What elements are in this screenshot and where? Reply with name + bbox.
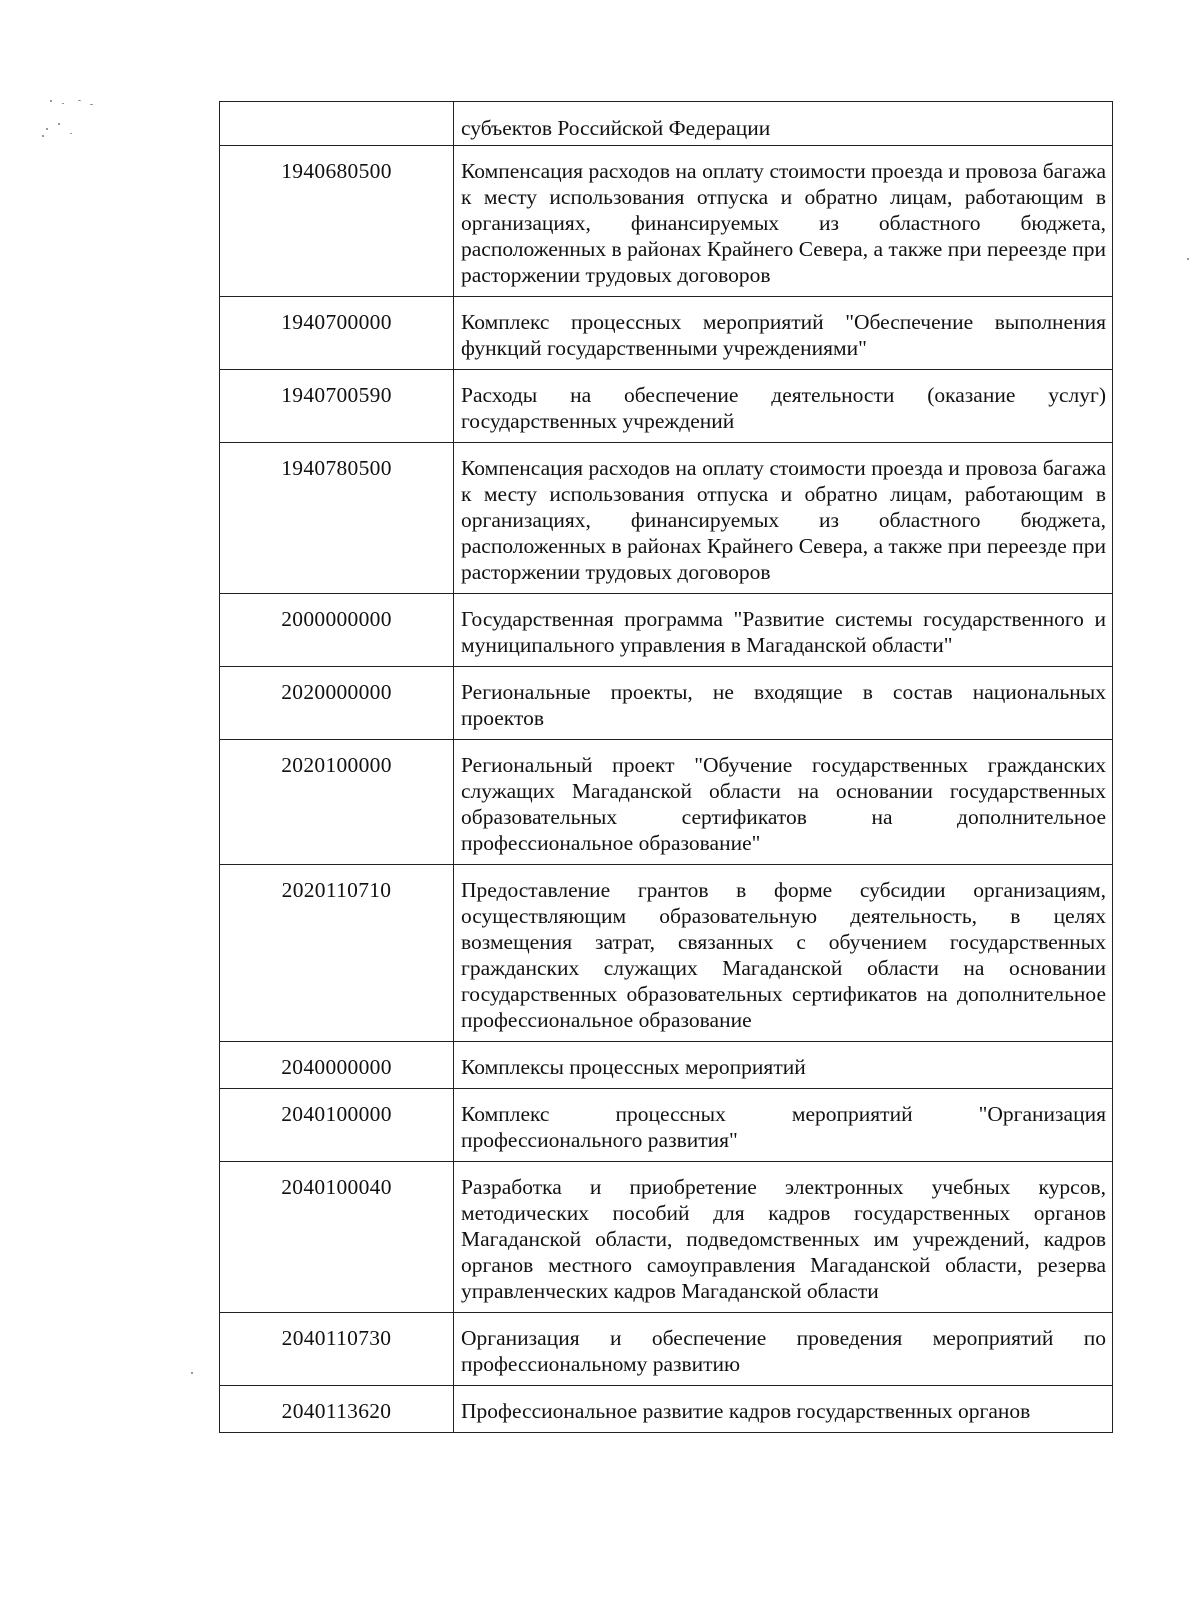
scan-speck [42,135,44,137]
table-row [220,1386,1113,1433]
table-row [220,1042,1113,1089]
row-code: 1940700000 [220,297,454,370]
scan-speck [78,100,81,101]
table-row [220,146,1113,297]
row-code: 2040100040 [220,1162,454,1313]
table-row [220,594,1113,667]
scan-speck [1187,258,1189,260]
row-description: Разработка и приобретение электронных учебных курсов, методических пособий для кадров государственных органов Магаданской области, подведомственных им учреждений, кадров органов местного самоуправления Магаданской области, резерва управленческих кадров Магаданской области [454,1162,1113,1313]
row-description: Региональный проект "Обучение государственных гражданских служащих Магаданской области на основании государственных образовательных сертификатов на дополнительное профессиональное образование" [454,740,1113,865]
row-code: 2020100000 [220,740,454,865]
row-code: 2040113620 [220,1386,454,1433]
row-description: субъектов Российской Федерации [454,102,1113,146]
row-description: Компенсация расходов на оплату стоимости проезда и провоза багажа к месту использования отпуска и обратно лицам, работающим в организациях, финансируемых из областного бюджета, расположенных в районах Крайнего Севера, а также при переезде при расторжении трудовых договоров [454,443,1113,594]
table-row [220,865,1113,1042]
table-row [220,297,1113,370]
row-description: Региональные проекты, не входящие в состав национальных проектов [454,667,1113,740]
row-code: 2040110730 [220,1313,454,1386]
scan-speck [90,104,93,105]
scan-speck [70,133,72,134]
table-row [220,1162,1113,1313]
row-description: Государственная программа "Развитие системы государственного и муниципального управления в Магаданской области" [454,594,1113,667]
budget-codes-table [219,101,1113,1433]
row-code: 1940700590 [220,370,454,443]
row-description: Расходы на обеспечение деятельности (оказание услуг) государственных учреждений [454,370,1113,443]
table-row [220,370,1113,443]
scan-speck [50,100,52,102]
row-code: 1940780500 [220,443,454,594]
table-row [220,667,1113,740]
row-code: 2020000000 [220,667,454,740]
table-row [220,102,1113,146]
row-description: Организация и обеспечение проведения мероприятий по профессиональному развитию [454,1313,1113,1386]
row-description: Комплексы процессных мероприятий [454,1042,1113,1089]
row-code: 2040000000 [220,1042,454,1089]
table-row [220,1089,1113,1162]
row-description: Компенсация расходов на оплату стоимости проезда и провоза багажа к месту использования отпуска и обратно лицам, работающим в организациях, финансируемых из областного бюджета, расположенных в районах Крайнего Севера, а также при переезде при расторжении трудовых договоров [454,146,1113,297]
row-code: 2000000000 [220,594,454,667]
row-description: Комплекс процессных мероприятий "Обеспечение выполнения функций государственными учреждениями" [454,297,1113,370]
row-description: Комплекс процессных мероприятий "Организация профессионального развития" [454,1089,1113,1162]
scan-speck [46,128,48,130]
row-code [220,102,454,146]
scan-speck [58,123,60,125]
table-row [220,740,1113,865]
table-row [220,1313,1113,1386]
row-code: 2020110710 [220,865,454,1042]
row-code: 2040100000 [220,1089,454,1162]
row-description: Профессиональное развитие кадров государственных органов [454,1386,1113,1433]
row-code: 1940680500 [220,146,454,297]
row-description: Предоставление грантов в форме субсидии организациям, осуществляющим образовательную деятельность, в целях возмещения затрат, связанных с обучением государственных гражданских служащих Магаданской области на основании государственных образовательных сертификатов на дополнительное профессиональное образование [454,865,1113,1042]
scan-speck [62,103,64,104]
table-row [220,443,1113,594]
scan-speck [191,1372,193,1374]
